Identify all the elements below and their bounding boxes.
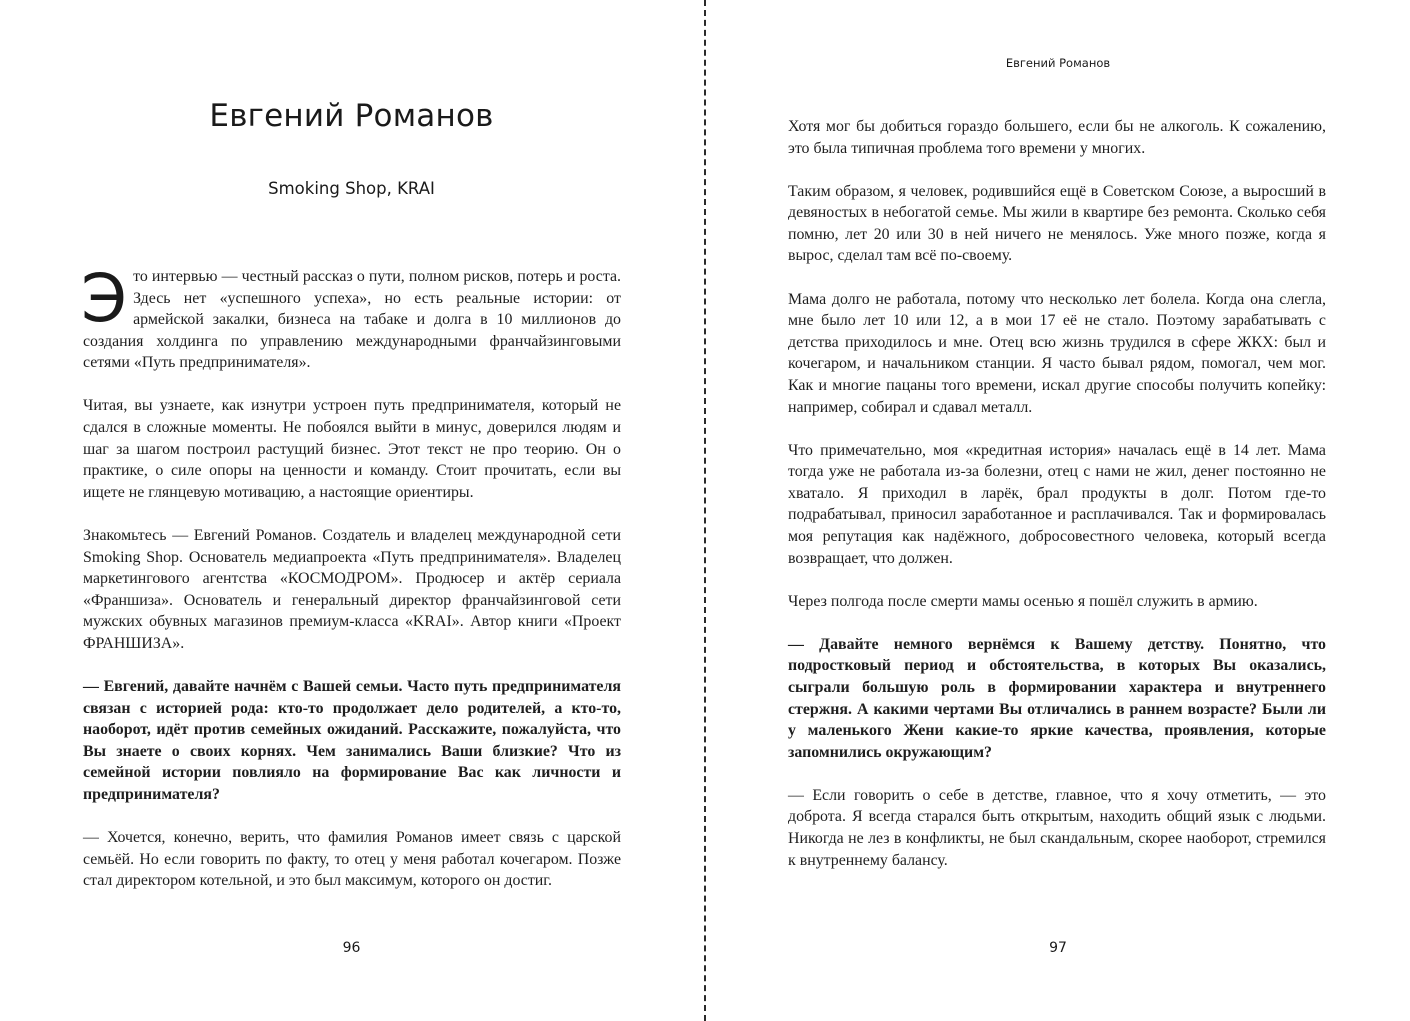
page-number-left: 96: [342, 940, 361, 956]
right-page: [706, 0, 1410, 1021]
intro-paragraph-text: то интервью — честный рассказ о пути, полном рисков, потерь и роста. Здесь нет «успешного успеха», но есть реальные истории: от армейской закалки, бизнеса на табаке и долга в 10 миллионов до создания холдинга по управлению международными франчайзинговыми сетями «Путь предпринимателя».: [83, 268, 621, 372]
right-body-text: [788, 116, 1326, 893]
interview-answer: — Если говорить о себе в детстве, главное, что я хочу отметить, — это доброта. Я всегда старался быть открытым, находить общий язык с людьми. Никогда не лез в конфликты, не был скандальным, скорее наоборот, стремился к внутреннему балансу.: [788, 786, 1326, 869]
body-paragraph: Хотя мог бы добиться гораздо большего, если бы не алкоголь. К сожалению, это была типичная проблема того времени у многих.: [788, 118, 1326, 157]
page-number-right: 97: [1049, 940, 1067, 956]
body-paragraph: Через полгода после смерти мамы осенью я пошёл служить в армию.: [788, 592, 1258, 610]
drop-cap: Э: [81, 260, 128, 337]
intro-paragraph: [81, 260, 621, 374]
body-paragraph: Таким образом, я человек, родившийся ещё в Советском Союзе, а выросший в девяностых в небогатой семье. Мы жили в квартире без ремонта. Сколько себя помню, лет 20 или 30 в ней ничего не менялось. Уже много позже, когда я вырос, сделал там всё по-своему.: [788, 182, 1326, 265]
left-body-text: [81, 260, 621, 913]
interview-question: — Евгений, давайте начнём с Вашей семьи. Часто путь предпринимателя связан с историей рода: кто-то продолжает дело родителей, а кто-то, наоборот, идёт против семейных ожиданий. Расскажите, пожалуйста, что Вы знаете о своих корнях. Чем занимались Ваши близкие? Что из семейной истории повлияло на формирование Вас как личности и предпринимателя?: [83, 678, 621, 803]
interview-question: — Давайте немного вернёмся к Вашему детству. Понятно, что подростковый период и обстоятельства, в которых Вы оказались, сыграли большую роль в формировании характера и внутреннего стержня. А какими чертами Вы отличались в раннем возрасте? Были ли у маленького Жени какие-то яркие качества, проявления, которые запомнились окружающим?: [788, 635, 1326, 761]
body-paragraph: Что примечательно, моя «кредитная история» началась ещё в 14 лет. Мама тогда уже не работала из-за болезни, отец с нами не жил, денег постоянно не хватало. Я приходил в ларёк, брал продукты в долг. Потом где-то подрабатывал, приносил заработанное и расплачивался. Так и формировалась моя репутация как надёжного, добросовестного человека, который всегда возвращает, что должен.: [788, 441, 1326, 567]
interview-answer: — Хочется, конечно, верить, что фамилия Романов имеет связь с царской семьёй. Но если говорить по факту, то отец у меня работал кочегаром. Позже стал директором котельной, и это был максимум, которого он достиг.: [83, 829, 621, 890]
chapter-title: Евгений Романов: [209, 98, 494, 134]
running-head: Евгений Романов: [1005, 56, 1111, 70]
body-paragraph: Знакомьтесь — Евгений Романов. Создатель и владелец международной сети Smoking Shop. Основатель медиапроекта «Путь предпринимателя». Владелец маркетингового агентства «КОСМОДРОМ». Продюсер и актёр сериала «Франшиза». Основатель и генеральный директор франчайзинговой сети мужских обувных магазинов премиум-класса «KRAI». Автор книги «Проект ФРАНШИЗА».: [83, 526, 621, 652]
chapter-subtitle: Smoking Shop, KRAI: [268, 179, 435, 198]
body-paragraph: Читая, вы узнаете, как изнутри устроен путь предпринимателя, который не сдался в сложные моменты. Не побоялся выйти в минус, доверился людям и шаг за шагом построил растущий бизнес. Этот текст не про теорию. Он о практике, о силе опоры на ценности и команду. Стоит прочитать, если вы ищете не глянцевую мотивацию, а настоящие ориентиры.: [83, 397, 621, 501]
left-page: [0, 0, 703, 1021]
body-paragraph: Мама долго не работала, потому что несколько лет болела. Когда она слегла, мне было лет 10 или 12, а в мои 17 её не стало. Поэтому зарабатывать с детства приходилось и мне. Отец всю жизнь трудился в сфере ЖКХ: был и кочегаром, и начальником станции. Я часто бывал рядом, помогал, чем мог. Как и многие пацаны того времени, искал другие способы получить копейку: например, собирал и сдавал металл.: [788, 290, 1326, 416]
